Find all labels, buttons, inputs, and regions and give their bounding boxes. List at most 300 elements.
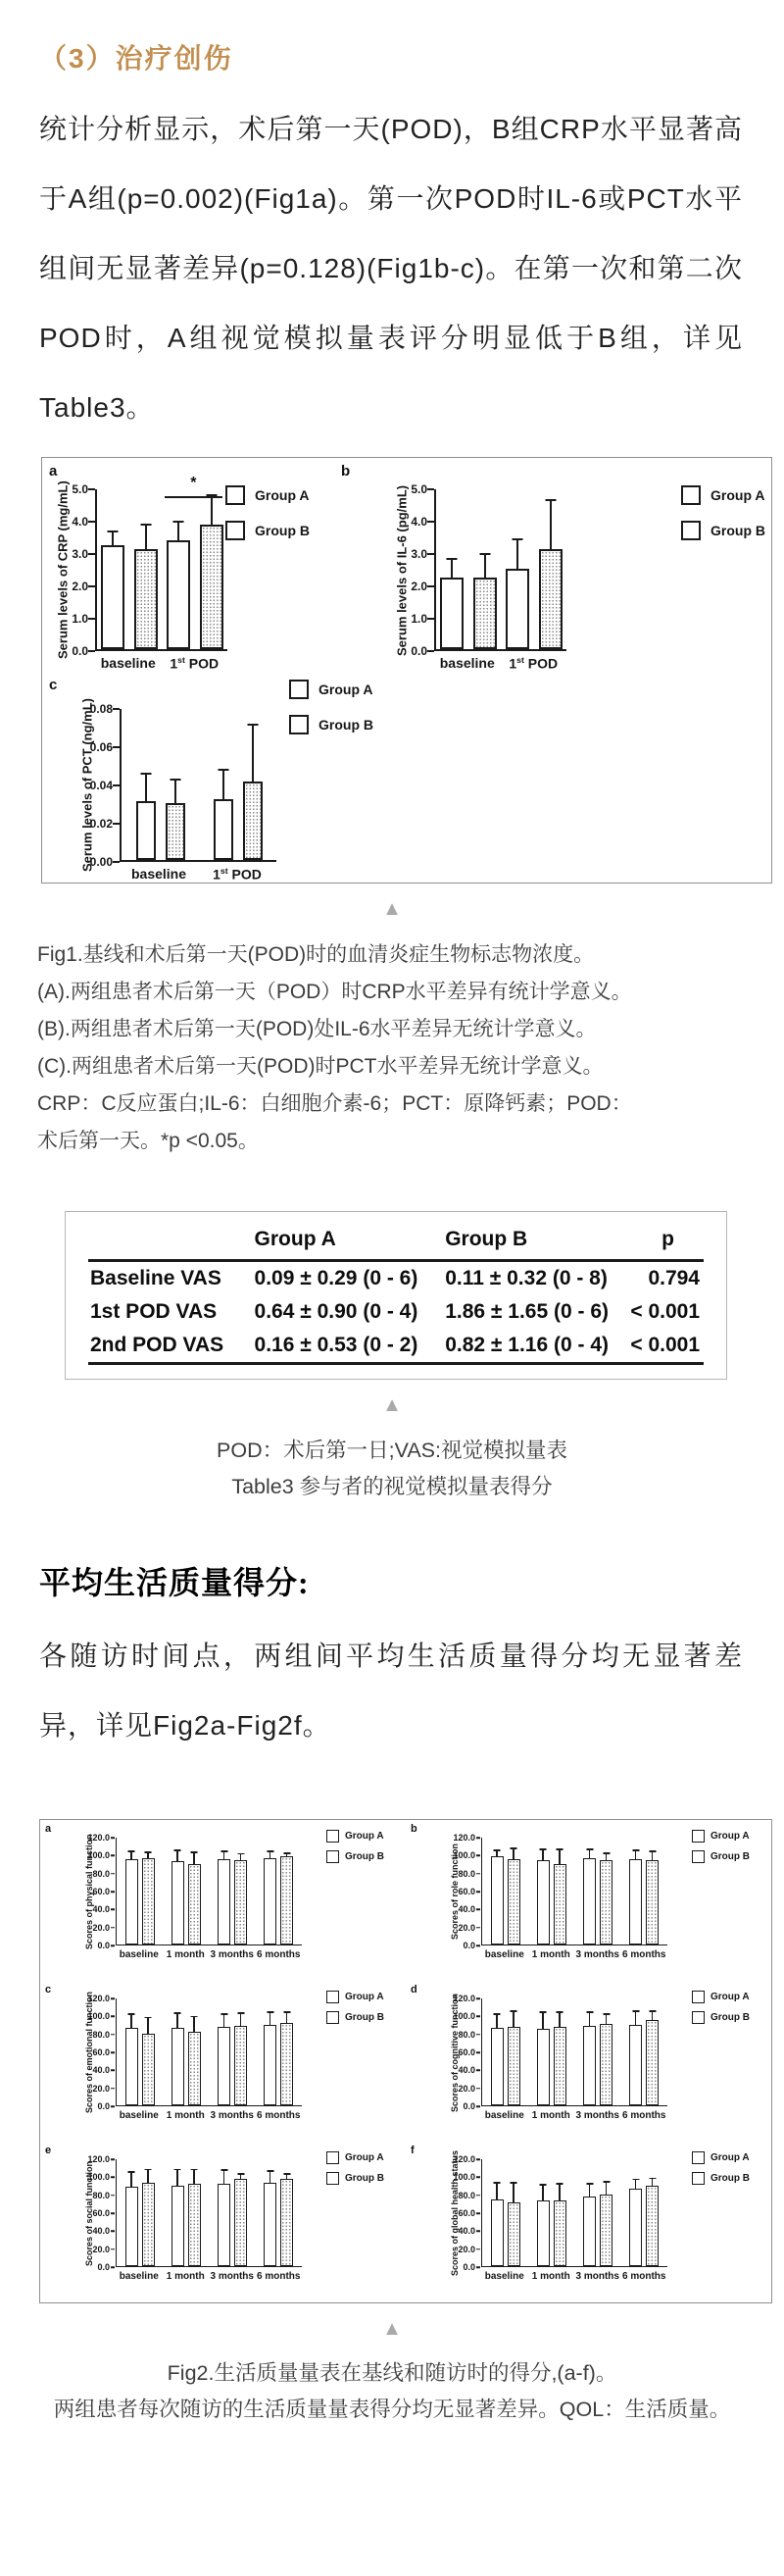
y-tick-mark: [111, 2266, 115, 2268]
y-tick-label: 0.0: [97, 2262, 110, 2272]
plot-area: [411, 482, 566, 658]
panel-letter: c: [45, 1984, 52, 1995]
bar-wrap: [280, 1838, 293, 1945]
bar-group-a: [264, 1858, 276, 1945]
bar-wrap: [243, 709, 263, 860]
table-header-p: p: [662, 1228, 674, 1250]
bar-group-b: [234, 2179, 247, 2266]
legend-label: Group A: [255, 487, 310, 503]
y-tick-label: 1.0: [411, 612, 427, 626]
y-tick-mark: [111, 1873, 115, 1875]
bar-wrap: [188, 2159, 201, 2266]
legend-swatch: [326, 2172, 339, 2185]
legend-row: [326, 1850, 384, 1863]
bar-group: [482, 1838, 528, 1945]
bar-wrap: [142, 1998, 155, 2105]
x-category-label: 1 month: [531, 2271, 570, 2282]
y-tick-mark: [427, 553, 434, 555]
error-bar-stem: [542, 2012, 544, 2029]
bar-group-a: [136, 801, 156, 860]
y-tick-mark: [88, 585, 95, 587]
error-bar-cap: [511, 2182, 517, 2184]
legend-label: Group A: [710, 487, 765, 503]
error-bar-cap: [108, 530, 119, 532]
table-header-group-b: Group B: [445, 1228, 528, 1250]
y-tick-label: 120.0: [87, 1833, 110, 1843]
y-tick-mark: [476, 2177, 480, 2179]
bar-group-b: [554, 2027, 566, 2105]
fig2-chart-social-function: [40, 2142, 406, 2302]
error-bar-cap: [494, 2013, 501, 2015]
x-category-label: 3 months: [210, 2110, 254, 2121]
error-bar-stem: [286, 2012, 288, 2023]
error-bar-stem: [176, 2169, 178, 2186]
error-bar-stem: [550, 500, 552, 549]
y-tick-label: 40.0: [458, 2226, 475, 2237]
y-tick-mark: [113, 784, 120, 786]
fig2-chart-emotional-function: [40, 1981, 406, 2142]
y-tick-label: 40.0: [458, 2065, 475, 2076]
error-bar-stem: [177, 522, 179, 541]
row-label: 1st POD VAS: [90, 1300, 218, 1323]
bar-group-a: [218, 1859, 230, 1945]
y-tick-label: 120.0: [453, 1994, 475, 2003]
bar-group-a: [583, 2197, 596, 2266]
x-category-label: 3 months: [575, 1949, 619, 1960]
y-tick-mark: [476, 2248, 480, 2250]
y-tick-mark: [111, 1945, 115, 1946]
x-category-label: baseline: [484, 2271, 524, 2282]
y-tick-mark: [113, 708, 120, 710]
fig2-chart-physical-function: [40, 1820, 406, 1981]
error-bar-cap: [145, 2169, 152, 2171]
y-tick-mark: [476, 2034, 480, 2036]
p-value: < 0.001: [630, 1334, 700, 1356]
bar-wrap: [264, 2159, 276, 2266]
fig1-caption-line: (B).两组患者术后第一天(POD)处IL-6水平差异无统计学意义。: [37, 1018, 597, 1040]
y-tick-label: 20.0: [92, 1922, 110, 1933]
p-value: 0.794: [648, 1267, 700, 1289]
bar-group-a: [629, 2189, 642, 2266]
y-tick-label: 100.0: [453, 2172, 475, 2183]
bar-wrap: [491, 1998, 504, 2105]
legend-swatch: [692, 2151, 705, 2164]
paragraph-treatment-trauma: 统计分析显示，术后第一天(POD)，B组CRP水平显著高于A组(p=0.002)(Fig1a)。第一次POD时IL-6或PCT水平组间无显著差异(p=0.128)(Fig1b-c)。在第一次和第二次POD时，A组视觉模拟量表评分明显低于B组，详见Table3。: [39, 114, 743, 423]
error-bar-cap: [128, 2013, 135, 2015]
legend-label: Group A: [710, 1831, 750, 1842]
bar-group-a: [537, 1860, 550, 1945]
y-tick-label: 100.0: [87, 2011, 110, 2022]
x-category-label: 1 month: [166, 2271, 205, 2282]
error-bar-stem: [193, 1852, 195, 1864]
bar-wrap: [629, 1838, 642, 1945]
error-bar-cap: [494, 2182, 501, 2184]
error-bar-stem: [635, 1850, 637, 1859]
bar-group-a: [125, 2187, 138, 2266]
y-tick-label: 20.0: [458, 2244, 475, 2254]
y-tick-label: 20.0: [92, 2244, 110, 2254]
y-tick-mark: [111, 2231, 115, 2233]
bar-wrap: [172, 1838, 184, 1945]
table-row: [88, 1295, 704, 1329]
legend-swatch: [692, 1850, 705, 1863]
bar-group: [528, 2159, 574, 2266]
bar-wrap: [134, 489, 158, 649]
error-bar-stem: [542, 1849, 544, 1860]
bar-group: [256, 1838, 302, 1945]
legend: [225, 485, 310, 556]
bar-wrap: [142, 1838, 155, 1945]
bar-group: [163, 2159, 209, 2266]
fig1-caption-line: 术后第一天。*p <0.05。: [37, 1130, 259, 1152]
y-tick-label: 3.0: [72, 547, 88, 561]
y-tick-mark: [88, 618, 95, 620]
bar-group-b: [280, 1856, 293, 1945]
y-tick-mark: [88, 521, 95, 523]
y-tick-mark: [427, 488, 434, 490]
error-bar-cap: [128, 1850, 135, 1852]
bar-group: [256, 2159, 302, 2266]
bar-group-b: [166, 803, 185, 861]
bar-group: [117, 2159, 163, 2266]
panel-letter: e: [45, 2145, 52, 2156]
error-bar-cap: [267, 1850, 273, 1852]
y-tick-mark: [113, 746, 120, 748]
error-bar-cap: [603, 2181, 610, 2183]
fig1-chart-il6: [336, 460, 771, 674]
y-tick-label: 0.0: [463, 1941, 475, 1950]
bar-group-b: [646, 1860, 659, 1945]
legend-label: Group B: [710, 2012, 750, 2023]
error-bar-cap: [540, 1848, 547, 1850]
y-tick-label: 5.0: [411, 482, 427, 496]
legend-row: [692, 2011, 750, 2024]
y-tick-mark: [111, 2034, 115, 2036]
error-bar-cap: [141, 524, 152, 526]
y-tick-mark: [111, 1909, 115, 1911]
y-tick-label: 0.0: [411, 644, 427, 658]
error-bar-stem: [252, 725, 254, 783]
bar-wrap: [508, 1838, 520, 1945]
bar-group: [621, 1838, 667, 1945]
bar-group-a: [172, 1861, 184, 1945]
x-category-label: 6 months: [622, 2271, 666, 2282]
legend-swatch: [681, 521, 701, 540]
legend: [326, 1830, 384, 1871]
collapse-triangle-icon[interactable]: ▲: [382, 1394, 402, 1416]
error-bar-cap: [128, 2171, 135, 2173]
y-tick-label: 60.0: [458, 1887, 475, 1896]
legend: [289, 680, 373, 750]
collapse-triangle-icon[interactable]: ▲: [382, 2318, 402, 2340]
bar-wrap: [234, 1838, 247, 1945]
collapse-triangle-icon[interactable]: ▲: [382, 898, 402, 920]
error-bar-cap: [145, 2017, 152, 2019]
bar-group-a: [629, 1859, 642, 1945]
legend-swatch: [692, 1991, 705, 2003]
bar-wrap: [218, 2159, 230, 2266]
legend: [681, 485, 765, 556]
bar-group-b: [280, 2023, 293, 2105]
x-category-label: 3 months: [575, 2271, 619, 2282]
error-bar-cap: [267, 2170, 273, 2172]
bar-group-b: [243, 782, 263, 860]
x-category-label: baseline: [119, 1949, 159, 1960]
bar-group-b: [234, 2026, 247, 2105]
error-bar-stem: [145, 774, 147, 800]
error-bar-stem: [130, 1851, 132, 1859]
error-bar-stem: [589, 1849, 591, 1858]
y-tick-label: 0.0: [97, 2101, 110, 2111]
legend-label: Group A: [318, 682, 373, 697]
y-tick-mark: [476, 1945, 480, 1946]
error-bar-stem: [652, 2178, 654, 2186]
y-tick-label: 80.0: [458, 1868, 475, 1879]
error-bar-cap: [480, 553, 491, 555]
fig2-caption-line: Fig2.生活质量量表在基线和随访时的得分,(a-f)。: [167, 2361, 617, 2385]
error-bar-stem: [193, 2016, 195, 2032]
x-category-label: baseline: [130, 866, 187, 882]
legend-swatch: [692, 1830, 705, 1843]
group-a-value: 0.16 ± 0.53 (0 - 2): [254, 1334, 418, 1356]
y-tick-mark: [111, 1997, 115, 1999]
error-bar-stem: [484, 554, 486, 579]
plot-area: [72, 475, 227, 658]
fig1-caption-line: (C).两组患者术后第一天(POD)时PCT水平差异无统计学意义。: [37, 1055, 604, 1078]
section-heading: （3）治疗创伤: [39, 43, 233, 74]
p-value: < 0.001: [630, 1300, 700, 1323]
y-tick-label: 0.08: [89, 702, 113, 716]
bar-wrap: [166, 709, 185, 860]
y-tick-mark: [427, 618, 434, 620]
legend-row: [681, 521, 765, 540]
bar-wrap: [234, 1998, 247, 2105]
error-bar-stem: [496, 2014, 498, 2029]
legend-row: [681, 485, 765, 505]
y-tick-mark: [476, 2158, 480, 2160]
y-tick-label: 120.0: [87, 2154, 110, 2164]
significance-line: [165, 475, 222, 498]
y-tick-mark: [476, 2070, 480, 2072]
y-tick-label: 1.0: [72, 612, 88, 626]
error-bar-cap: [632, 2010, 639, 2012]
x-category-label: baseline: [100, 655, 156, 671]
error-bar-cap: [632, 2179, 639, 2181]
fig1-caption: [37, 936, 745, 1160]
bar-wrap: [218, 1838, 230, 1945]
bar-group: [482, 1998, 528, 2105]
x-category-label: 6 months: [622, 1949, 666, 1960]
bar-wrap: [508, 1998, 520, 2105]
bar-group: [528, 1998, 574, 2105]
bar-wrap: [214, 709, 233, 860]
bar-group-a: [440, 578, 464, 649]
table-header-row: [88, 1222, 704, 1261]
y-tick-mark: [111, 2177, 115, 2179]
bar-wrap: [600, 2159, 612, 2266]
bar-group: [163, 1998, 209, 2105]
error-bar-cap: [540, 2011, 547, 2013]
legend-swatch: [326, 1850, 339, 1863]
significance-star: *: [190, 475, 197, 491]
bar-group: [163, 1838, 209, 1945]
y-tick-label: 60.0: [92, 2208, 110, 2218]
error-bar-cap: [247, 724, 258, 726]
y-tick-label: 100.0: [87, 2172, 110, 2183]
table3-vas-scores: [65, 1211, 727, 1380]
bar-group-b: [600, 1860, 612, 1945]
error-bar-stem: [652, 1851, 654, 1860]
error-bar-cap: [649, 2010, 656, 2012]
qol-heading: 平均生活质量得分:: [39, 1565, 310, 1600]
y-tick-mark: [111, 2051, 115, 2053]
error-bar-cap: [237, 2012, 244, 2014]
bar-group-b: [508, 1859, 520, 1945]
y-tick-label: 80.0: [458, 2029, 475, 2040]
legend: [692, 2151, 750, 2193]
y-tick-mark: [427, 521, 434, 523]
y-tick-mark: [111, 2016, 115, 2018]
fig1-caption-line: Fig1.基线和术后第一天(POD)时的血清炎症生物标志物浓度。: [37, 943, 595, 966]
error-bar-stem: [270, 1851, 271, 1858]
error-bar-stem: [145, 525, 147, 549]
y-axis-label: Serum levels of IL-6 (pg/mL): [394, 484, 410, 656]
bar-wrap: [600, 1838, 612, 1945]
bar-group-b: [646, 2020, 659, 2105]
vas-table: [88, 1222, 704, 1365]
legend: [326, 2151, 384, 2193]
error-bar-cap: [511, 1847, 517, 1849]
x-category-label: 1 month: [531, 1949, 570, 1960]
error-bar-cap: [586, 2011, 593, 2013]
y-tick-label: 20.0: [458, 1922, 475, 1933]
error-bar-stem: [559, 2184, 561, 2200]
y-tick-mark: [476, 2195, 480, 2197]
table-row: [88, 1329, 704, 1364]
bar-wrap: [506, 489, 529, 649]
bar-group: [97, 489, 163, 649]
error-bar-stem: [223, 1851, 225, 1859]
panel-letter: b: [411, 1823, 417, 1835]
fig2-chart-global-health: [406, 2142, 771, 2302]
y-tick-mark: [427, 585, 434, 587]
bar-group: [482, 2159, 528, 2266]
y-tick-label: 0.00: [89, 855, 113, 869]
x-category-label: 1 month: [166, 2110, 205, 2121]
y-tick-label: 0.06: [89, 740, 113, 754]
error-bar-cap: [145, 1851, 152, 1853]
error-bar-stem: [211, 495, 213, 525]
error-bar-stem: [652, 2011, 654, 2020]
bar-wrap: [200, 489, 223, 649]
y-tick-label: 2.0: [72, 580, 88, 593]
error-bar-stem: [542, 2185, 544, 2201]
bar-group: [621, 2159, 667, 2266]
fig1-caption-line: CRP：C反应蛋白;IL-6：白细胞介素-6；PCT：原降钙素；POD：: [37, 1092, 632, 1115]
y-tick-mark: [88, 553, 95, 555]
error-bar-stem: [193, 2169, 195, 2184]
bar-group-b: [600, 2024, 612, 2105]
legend-label: Group B: [710, 523, 765, 538]
y-tick-label: 80.0: [458, 2190, 475, 2200]
table3-footnote: POD：术后第一日;VAS:视觉模拟量表: [217, 1439, 567, 1462]
y-axis-label: Scores of cognitive function: [450, 1993, 460, 2112]
bar-group-b: [234, 1860, 247, 1945]
y-tick-label: 40.0: [92, 2065, 110, 2076]
legend-row: [289, 680, 373, 699]
x-category-label: 1 month: [166, 1949, 205, 1960]
bar-group-b: [142, 2034, 155, 2105]
error-bar-stem: [516, 539, 518, 569]
error-bar-cap: [649, 2178, 656, 2180]
y-tick-label: 120.0: [453, 1833, 475, 1843]
bar-group-b: [134, 549, 158, 649]
y-axis-label: Scores of global health status: [450, 2149, 460, 2277]
bar-group-a: [583, 1858, 596, 1945]
bar-group-b: [280, 2179, 293, 2266]
panel-letter: d: [411, 1984, 417, 1995]
legend-row: [225, 521, 310, 540]
bar-wrap: [491, 2159, 504, 2266]
y-tick-label: 60.0: [458, 2208, 475, 2218]
bar-wrap: [646, 2159, 659, 2266]
fig1-chart-pct: [44, 674, 534, 882]
y-tick-label: 60.0: [92, 2047, 110, 2057]
x-category-label: 6 months: [257, 2110, 301, 2121]
bar-group: [528, 1838, 574, 1945]
y-tick-mark: [476, 2212, 480, 2214]
legend: [692, 1991, 750, 2032]
bar-group: [210, 1998, 256, 2105]
error-bar-cap: [540, 2184, 547, 2186]
y-tick-label: 20.0: [92, 2083, 110, 2094]
error-bar-cap: [191, 2016, 198, 2018]
error-bar-cap: [267, 2011, 273, 2013]
error-bar-cap: [174, 2169, 181, 2171]
y-tick-label: 5.0: [72, 482, 88, 496]
y-tick-mark: [476, 1909, 480, 1911]
bar-group-a: [583, 2026, 596, 2105]
legend-label: Group B: [710, 2173, 750, 2184]
bar-wrap: [473, 489, 497, 649]
y-tick-label: 4.0: [411, 515, 427, 529]
bar-wrap: [125, 1998, 138, 2105]
error-bar-stem: [112, 531, 114, 546]
y-tick-mark: [476, 1891, 480, 1893]
error-bar-stem: [635, 2011, 637, 2025]
legend-row: [692, 2151, 750, 2164]
y-tick-mark: [111, 1891, 115, 1893]
bar-group-b: [508, 2202, 520, 2266]
y-tick-label: 100.0: [453, 2011, 475, 2022]
error-bar-cap: [512, 538, 522, 540]
bar-group-b: [200, 525, 223, 649]
bar-wrap: [537, 2159, 550, 2266]
y-tick-label: 0.02: [89, 817, 113, 831]
legend-label: Group B: [255, 523, 310, 538]
legend-swatch: [289, 715, 309, 734]
legend-swatch: [326, 2151, 339, 2164]
fig2-chart-cognitive-function: [406, 1981, 771, 2142]
error-bar-cap: [603, 2013, 610, 2015]
bar-group: [210, 1838, 256, 1945]
error-bar-cap: [220, 2013, 227, 2015]
y-tick-mark: [111, 2212, 115, 2214]
y-tick-label: 0.0: [463, 2262, 475, 2272]
y-tick-label: 80.0: [92, 1868, 110, 1879]
error-bar-cap: [511, 2010, 517, 2012]
error-bar-cap: [632, 1849, 639, 1851]
